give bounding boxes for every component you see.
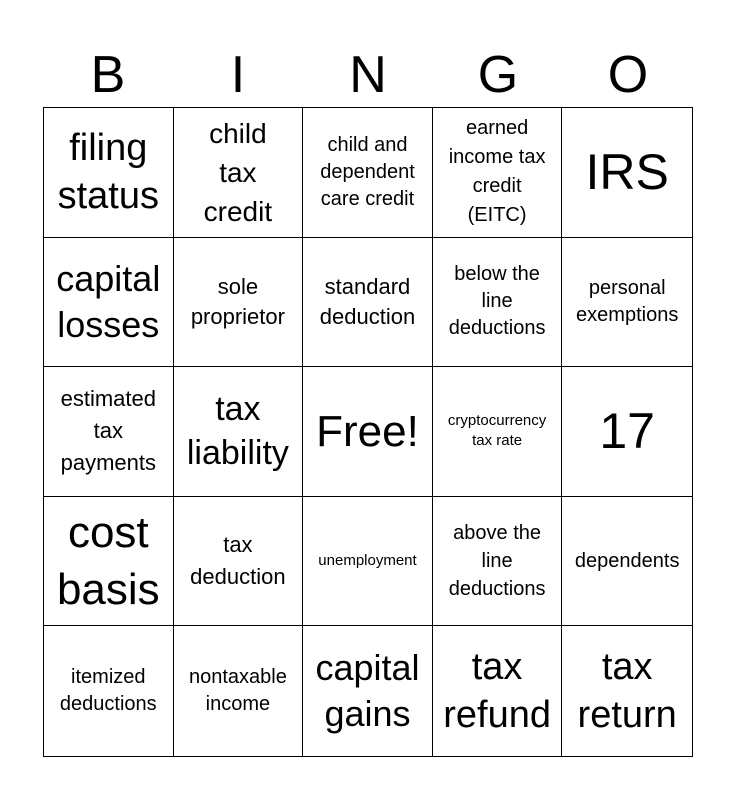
bingo-cell-personal-exemptions[interactable] — [562, 238, 692, 368]
cell-label: IRS — [585, 144, 669, 201]
bingo-header — [43, 44, 693, 106]
cell-label: cost basis — [56, 508, 160, 615]
header-letter-b: B — [90, 46, 126, 104]
cell-label: tax return — [577, 646, 677, 737]
bingo-cell-itemized-deductions[interactable] — [44, 626, 174, 756]
bingo-cell-capital-losses[interactable] — [44, 238, 174, 368]
bingo-cell-nontaxable-income[interactable] — [174, 626, 304, 756]
cell-label: tax deduction — [190, 532, 286, 590]
header-letter-g: G — [477, 46, 519, 104]
cell-label: cryptocurrency tax rate — [447, 412, 547, 450]
bingo-cell-filing-status[interactable] — [44, 108, 174, 238]
cell-label: personal exemptions — [576, 276, 679, 326]
bingo-cell-below-the-line-deductions[interactable] — [433, 238, 563, 368]
cell-label: tax liability — [186, 390, 289, 473]
bingo-cell-standard-deduction[interactable] — [303, 238, 433, 368]
cell-label: standard deduction — [319, 273, 416, 329]
bingo-cell-dependents[interactable] — [562, 497, 692, 627]
cell-label: itemized deductions — [59, 666, 157, 716]
bingo-cell-17[interactable] — [562, 367, 692, 497]
bingo-cell-tax-return[interactable] — [562, 626, 692, 756]
cell-label: above the line deductions — [448, 522, 546, 601]
cell-label: earned income tax credit (EITC) — [448, 117, 546, 227]
bingo-cell-irs[interactable] — [562, 108, 692, 238]
cell-label: capital gains — [315, 647, 420, 735]
cell-label: filing status — [57, 127, 159, 218]
cell-label: 17 — [599, 403, 655, 460]
cell-label: child and dependent care credit — [320, 133, 415, 210]
cell-label: child tax credit — [203, 117, 273, 227]
cell-label: capital losses — [56, 257, 161, 345]
cell-label: below the line deductions — [448, 263, 546, 340]
bingo-cell-tax-liability[interactable] — [174, 367, 304, 497]
bingo-cell-free-space[interactable] — [303, 367, 433, 497]
bingo-cell-above-the-line-deductions[interactable] — [433, 497, 563, 627]
bingo-cell-cryptocurrency-tax-rate[interactable] — [433, 367, 563, 497]
bingo-cell-capital-gains[interactable] — [303, 626, 433, 756]
bingo-cell-child-tax-credit[interactable] — [174, 108, 304, 238]
cell-label: dependents — [574, 549, 680, 572]
header-letter-o: O — [607, 46, 649, 104]
header-letter-i: I — [230, 46, 246, 104]
bingo-cell-cost-basis[interactable] — [44, 497, 174, 627]
header-letter-n: N — [349, 46, 387, 104]
cell-label: unemployment — [318, 552, 417, 570]
bingo-cell-child-and-dependent-care-credit[interactable] — [303, 108, 433, 238]
bingo-cell-unemployment[interactable] — [303, 497, 433, 627]
bingo-cell-tax-deduction[interactable] — [174, 497, 304, 627]
bingo-cell-earned-income-tax-credit[interactable] — [433, 108, 563, 238]
cell-label: tax refund — [443, 646, 551, 737]
bingo-cell-sole-proprietor[interactable] — [174, 238, 304, 368]
cell-label: estimated tax payments — [60, 386, 156, 476]
cell-label: nontaxable income — [188, 666, 287, 716]
cell-label: sole proprietor — [190, 273, 285, 329]
cell-label: Free! — [316, 406, 419, 456]
bingo-board — [43, 107, 693, 757]
bingo-cell-estimated-tax-payments[interactable] — [44, 367, 174, 497]
bingo-cell-tax-refund[interactable] — [433, 626, 563, 756]
